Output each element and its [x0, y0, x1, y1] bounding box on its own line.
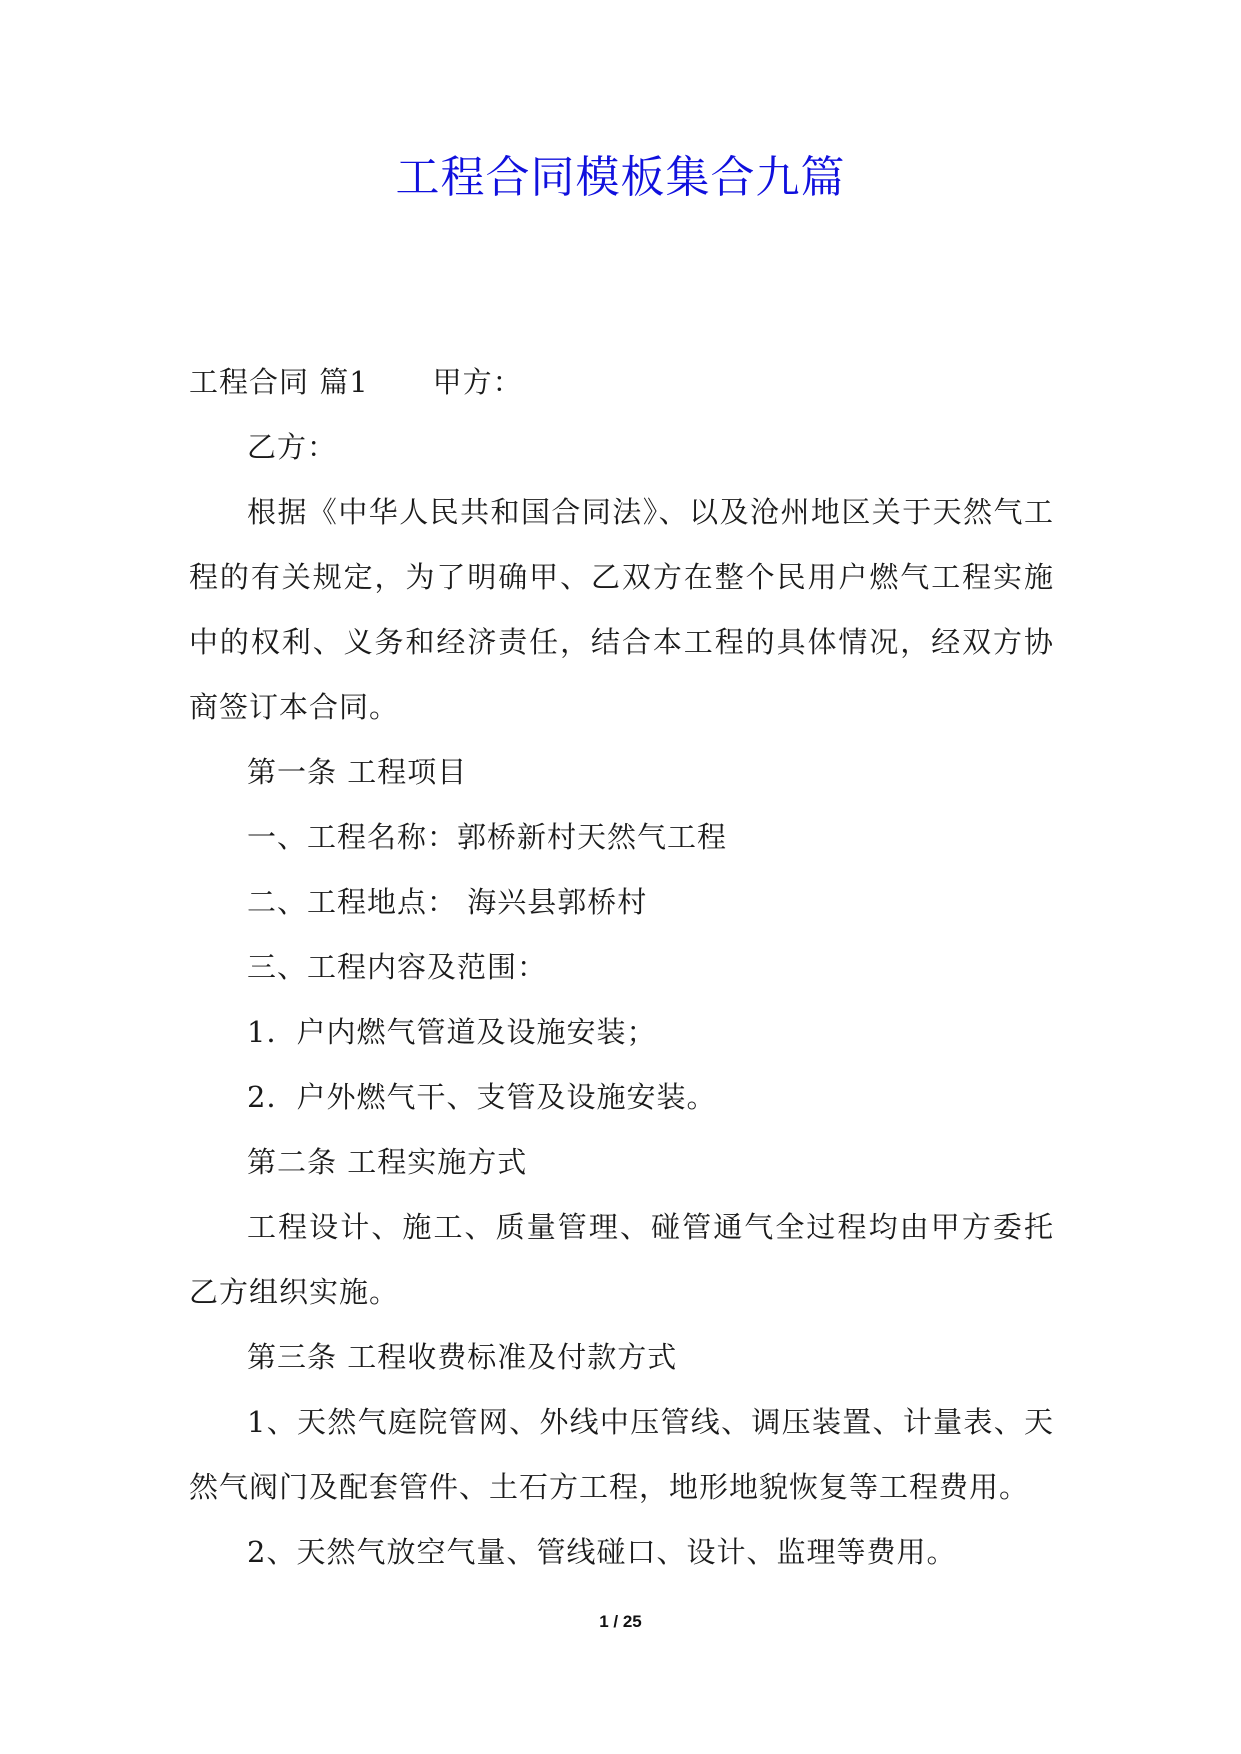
- party-a-label: 甲方：: [432, 365, 523, 399]
- project-name: 一、工程名称：郭桥新村天然气工程: [247, 820, 728, 854]
- party-b-label: 乙方：: [247, 430, 338, 464]
- project-scope-heading: 三、工程内容及范围：: [247, 950, 548, 984]
- intro-paragraph: 根据《中华人民共和国合同法》、以及沧州地区关于天然气工程的有关规定，为了明确甲、乙双方在整个民用户燃气工程实施中的权利、义务和经济责任，结合本工程的具体情况，经双方协商签订本合同。: [189, 495, 1054, 724]
- document-body: [189, 350, 1054, 1585]
- article-1-heading: 第一条 工程项目: [247, 755, 468, 789]
- contract-heading: 工程合同 篇1: [189, 365, 369, 399]
- page-indicator: 1 / 25: [599, 1612, 642, 1631]
- fee-item-2: 2、天然气放空气量、管线碰口、设计、监理等费用。: [247, 1535, 957, 1569]
- contract-heading-line: [189, 350, 1054, 415]
- fee-item-1: 1、天然气庭院管网、外线中压管线、调压装置、计量表、天然气阀门及配套管件、土石方工程，地形地貌恢复等工程费用。: [189, 1405, 1054, 1504]
- document-title: 工程合同模板集合九篇: [395, 152, 846, 203]
- scope-item-2: 2．户外燃气干、支管及设施安装。: [247, 1080, 717, 1114]
- scope-item-1: 1．户内燃气管道及设施安装；: [247, 1015, 657, 1049]
- project-location: 二、工程地点： 海兴县郭桥村: [247, 885, 648, 919]
- article-3-heading: 第三条 工程收费标准及付款方式: [247, 1340, 678, 1374]
- implementation-paragraph: 工程设计、施工、质量管理、碰管通气全过程均由甲方委托乙方组织实施。: [189, 1210, 1054, 1309]
- article-2-heading: 第二条 工程实施方式: [247, 1145, 528, 1179]
